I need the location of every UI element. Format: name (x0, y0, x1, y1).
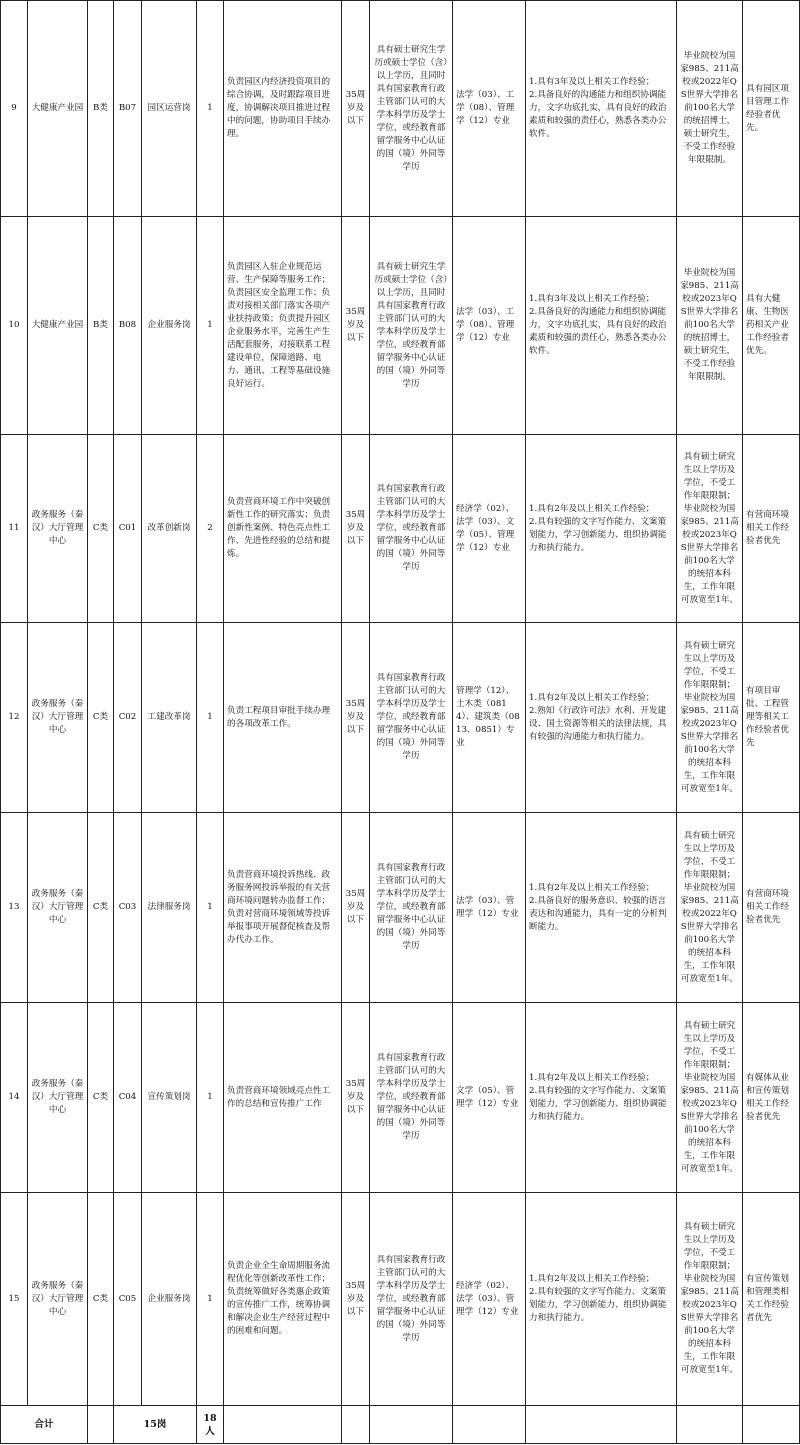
total-people: 18人 (197, 1406, 224, 1444)
post-name-cell: 改革创新岗 (142, 435, 197, 623)
row-number-cell: 12 (1, 623, 28, 813)
school-requirement-cell: 具有硕士研究生以上学历及学位，不受工作年限限制；毕业院校为国家985、211高校或2023年QS世界大学排名前100名大学的统招本科生，工作年限可放宽至1年。 (677, 623, 743, 813)
school-requirement-cell: 具有硕士研究生以上学历及学位，不受工作年限限制；毕业院校为国家985、211高校或2022年QS世界大学排名前100名大学的统招本科生，工作年限可放宽至1年。 (677, 813, 743, 1003)
row-number-cell: 13 (1, 813, 28, 1003)
total-posts: 15岗 (114, 1406, 197, 1444)
major-requirement-cell: 法学（03）、管理学（12）专业 (453, 813, 526, 1003)
post-name-cell: 企业服务岗 (142, 1193, 197, 1406)
headcount-cell: 1 (197, 813, 224, 1003)
school-requirement-cell: 具有硕士研究生以上学历及学位，不受工作年限限制；毕业院校为国家985、211高校或2023年QS世界大学排名前100名大学的统招本科生，工作年限可放宽至1年。 (677, 1193, 743, 1406)
post-code-cell: C02 (114, 623, 142, 813)
age-requirement-cell: 35周岁及以下 (342, 435, 370, 623)
unit-name-cell: 大健康产业园 (28, 1, 88, 217)
post-category-cell: C类 (88, 435, 114, 623)
priority-note-cell: 有项目审批、工程管理等相关工作经验者优先 (743, 623, 800, 813)
education-requirement-cell: 具有国家教育行政主管部门认可的大学本科学历及学士学位，或经教育部留学服务中心认证的国（境）外同等学历 (370, 1003, 453, 1193)
job-duty-cell: 负责园区入驻企业规范运营、生产保障等服务工作；负责园区安全监理工作；负责对接相关部门落实各项产业扶持政策；负责提升园区企业服务水平，完善生产生活配套服务，对接联系工程建设单位，保障道路、电力、通讯、工程等基础设施良好运行。 (224, 217, 342, 435)
empty-cell (88, 1406, 114, 1444)
post-category-cell: B类 (88, 1, 114, 217)
unit-name-cell: 政务服务（秦汉）大厅管理中心 (28, 813, 88, 1003)
education-requirement-cell: 具有国家教育行政主管部门认可的大学本科学历及学士学位，或经教育部留学服务中心认证的国（境）外同等学历 (370, 1193, 453, 1406)
job-duty-cell: 负责企业全生命周期服务流程优化等创新改革性工作；负责统筹做好各类惠企政策的宣传推广工作，统筹协调和解决企业生产经营过程中的困难和问题。 (224, 1193, 342, 1406)
row-number-cell: 15 (1, 1193, 28, 1406)
major-requirement-cell: 法学（03）、工学（08）、管理学（12）专业 (453, 217, 526, 435)
table-row (1, 435, 800, 623)
major-requirement-cell: 文学（05）、管理学（12）专业 (453, 1003, 526, 1193)
empty-cell (453, 1406, 526, 1444)
age-requirement-cell: 35周岁及以下 (342, 1, 370, 217)
age-requirement-cell: 35周岁及以下 (342, 1003, 370, 1193)
education-requirement-cell: 具有硕士研究生学历或硕士学位（含）以上学历，且同时具有国家教育行政主管部门认可的大学本科学历及学士学位，或经教育部留学服务中心认证的国（境）外同等学历 (370, 1, 453, 217)
row-number-cell: 10 (1, 217, 28, 435)
age-requirement-cell: 35周岁及以下 (342, 217, 370, 435)
other-conditions-cell: 1.具有2年及以上相关工作经验； 2.熟知《行政许可法》水利、开发建设、国土资源等相关的法律法规，具有较强的沟通能力和执行能力。 (526, 623, 677, 813)
job-duty-cell: 负责园区内经济投资项目的综合协调，及时跟踪项目进度，协调解决项目推进过程中的问题，协助项目手续办理。 (224, 1, 342, 217)
headcount-cell: 1 (197, 217, 224, 435)
table-row (1, 623, 800, 813)
priority-note-cell: 具有园区项目管理工作经验者优先。 (743, 1, 800, 217)
school-requirement-cell: 毕业院校为国家985、211高校或2023年QS世界大学排名前100名大学的统招博士，硕士研究生，不受工作经验年限限制。 (677, 217, 743, 435)
age-requirement-cell: 35周岁及以下 (342, 1193, 370, 1406)
school-requirement-cell: 具有硕士研究生以上学历及学位，不受工作年限限制；毕业院校为国家985、211高校或2023年QS世界大学排名前100名大学的统招本科生，工作年限可放宽至1年。 (677, 435, 743, 623)
unit-name-cell: 政务服务（秦汉）大厅管理中心 (28, 1003, 88, 1193)
post-category-cell: C类 (88, 1003, 114, 1193)
unit-name-cell: 政务服务（秦汉）大厅管理中心 (28, 435, 88, 623)
post-code-cell: B07 (114, 1, 142, 217)
unit-name-cell: 政务服务（秦汉）大厅管理中心 (28, 623, 88, 813)
job-duty-cell: 负责营商环境工作中突破创新性工作的研究落实；负责创新性案例、特色亮点性工作、先进性经验的总结和提炼。 (224, 435, 342, 623)
education-requirement-cell: 具有硕士研究生学历或硕士学位（含）以上学历，且同时具有国家教育行政主管部门认可的大学本科学历及学士学位，或经教育部留学服务中心认证的国（境）外同等学历 (370, 217, 453, 435)
row-number-cell: 9 (1, 1, 28, 217)
job-duty-cell: 负责营商环境投诉热线、政务服务网投诉举报的有关营商环境问题转办监督工作；负责对营商环境领域等投诉举报事项开展督促核查及帮办代办工作。 (224, 813, 342, 1003)
post-code-cell: B08 (114, 217, 142, 435)
empty-cell (526, 1406, 677, 1444)
post-code-cell: C05 (114, 1193, 142, 1406)
total-row (1, 1406, 800, 1444)
major-requirement-cell: 经济学（02）、法学（03）、文学（05）、管理学（12）专业 (453, 435, 526, 623)
other-conditions-cell: 1.具有3年及以上相关工作经验； 2.具备良好的沟通能力和组织协调能力，文字功底扎实，具有良好的政治素质和较强的责任心，熟悉各类办公软件。 (526, 1, 677, 217)
education-requirement-cell: 具有国家教育行政主管部门认可的大学本科学历及学士学位，或经教育部留学服务中心认证的国（境）外同等学历 (370, 813, 453, 1003)
empty-cell (370, 1406, 453, 1444)
priority-note-cell: 具有大健康、生物医药相关产业工作经验者优先。 (743, 217, 800, 435)
table-row (1, 813, 800, 1003)
post-code-cell: C01 (114, 435, 142, 623)
table-body (1, 1, 800, 1444)
major-requirement-cell: 管理学（12）、土木类（0814）、建筑类（0813、0851）专业 (453, 623, 526, 813)
other-conditions-cell: 1.具有2年及以上相关工作经验； 2.具备良好的服务意识、较强的语言表达和沟通能力，具有一定的分析判断能力。 (526, 813, 677, 1003)
priority-note-cell: 有营商环境相关工作经验者优先 (743, 813, 800, 1003)
headcount-cell: 2 (197, 435, 224, 623)
total-label: 合计 (1, 1406, 88, 1444)
empty-cell (677, 1406, 743, 1444)
headcount-cell: 1 (197, 623, 224, 813)
major-requirement-cell: 经济学（02）、法学（03）、管理学（12）专业 (453, 1193, 526, 1406)
headcount-cell: 1 (197, 1003, 224, 1193)
job-duty-cell: 负责工程项目审批手续办理的各项改革工作。 (224, 623, 342, 813)
other-conditions-cell: 1.具有2年及以上相关工作经验； 2.具有较强的文字写作能力、文案策划能力，学习创新能力、组织协调能力和执行能力。 (526, 435, 677, 623)
age-requirement-cell: 35周岁及以下 (342, 813, 370, 1003)
other-conditions-cell: 1.具有2年及以上相关工作经验； 2.具有较强的文字写作能力、文案策划能力，学习创新能力、组织协调能力和执行能力。 (526, 1003, 677, 1193)
priority-note-cell: 有营商环境相关工作经验者优先 (743, 435, 800, 623)
other-conditions-cell: 1.具有2年及以上相关工作经验； 2.具有较强的文字写作能力、文案策划能力，学习创新能力、组织协调能力和执行能力。 (526, 1193, 677, 1406)
row-number-cell: 11 (1, 435, 28, 623)
education-requirement-cell: 具有国家教育行政主管部门认可的大学本科学历及学士学位，或经教育部留学服务中心认证的国（境）外同等学历 (370, 623, 453, 813)
post-category-cell: C类 (88, 1193, 114, 1406)
empty-cell (224, 1406, 342, 1444)
post-name-cell: 园区运营岗 (142, 1, 197, 217)
post-code-cell: C03 (114, 813, 142, 1003)
other-conditions-cell: 1.具有3年及以上相关工作经验； 2.具备良好的沟通能力和组织协调能力，文字功底扎实，具有良好的政治素质和较强的责任心，熟悉各类办公软件。 (526, 217, 677, 435)
job-duty-cell: 负责营商环境领域亮点性工作的总结和宣传推广工作 (224, 1003, 342, 1193)
table-row (1, 1, 800, 217)
post-name-cell: 企业服务岗 (142, 217, 197, 435)
post-category-cell: B类 (88, 217, 114, 435)
unit-name-cell: 政务服务（秦汉）大厅管理中心 (28, 1193, 88, 1406)
priority-note-cell: 有媒体从业和宣传策划相关工作经验者优先 (743, 1003, 800, 1193)
table-row (1, 1193, 800, 1406)
unit-name-cell: 大健康产业园 (28, 217, 88, 435)
school-requirement-cell: 具有硕士研究生以上学历及学位，不受工作年限限制；毕业院校为国家985、211高校或2023年QS世界大学排名前100名大学的统招本科生，工作年限可放宽至1年。 (677, 1003, 743, 1193)
headcount-cell: 1 (197, 1193, 224, 1406)
table-row (1, 1003, 800, 1193)
priority-note-cell: 有宣传策划和管理类相关工作经验者优先 (743, 1193, 800, 1406)
empty-cell (743, 1406, 800, 1444)
empty-cell (342, 1406, 370, 1444)
headcount-cell: 1 (197, 1, 224, 217)
table-row (1, 217, 800, 435)
post-code-cell: C04 (114, 1003, 142, 1193)
age-requirement-cell: 35周岁及以下 (342, 623, 370, 813)
post-name-cell: 法律服务岗 (142, 813, 197, 1003)
post-name-cell: 工建改革岗 (142, 623, 197, 813)
school-requirement-cell: 毕业院校为国家985、211高校或2022年QS世界大学排名前100名大学的统招博士，硕士研究生，不受工作经验年限限制。 (677, 1, 743, 217)
major-requirement-cell: 法学（03）、工学（08）、管理学（12）专业 (453, 1, 526, 217)
post-name-cell: 宣传策划岗 (142, 1003, 197, 1193)
post-category-cell: C类 (88, 623, 114, 813)
education-requirement-cell: 具有国家教育行政主管部门认可的大学本科学历及学士学位，或经教育部留学服务中心认证的国（境）外同等学历 (370, 435, 453, 623)
row-number-cell: 14 (1, 1003, 28, 1193)
post-category-cell: C类 (88, 813, 114, 1003)
